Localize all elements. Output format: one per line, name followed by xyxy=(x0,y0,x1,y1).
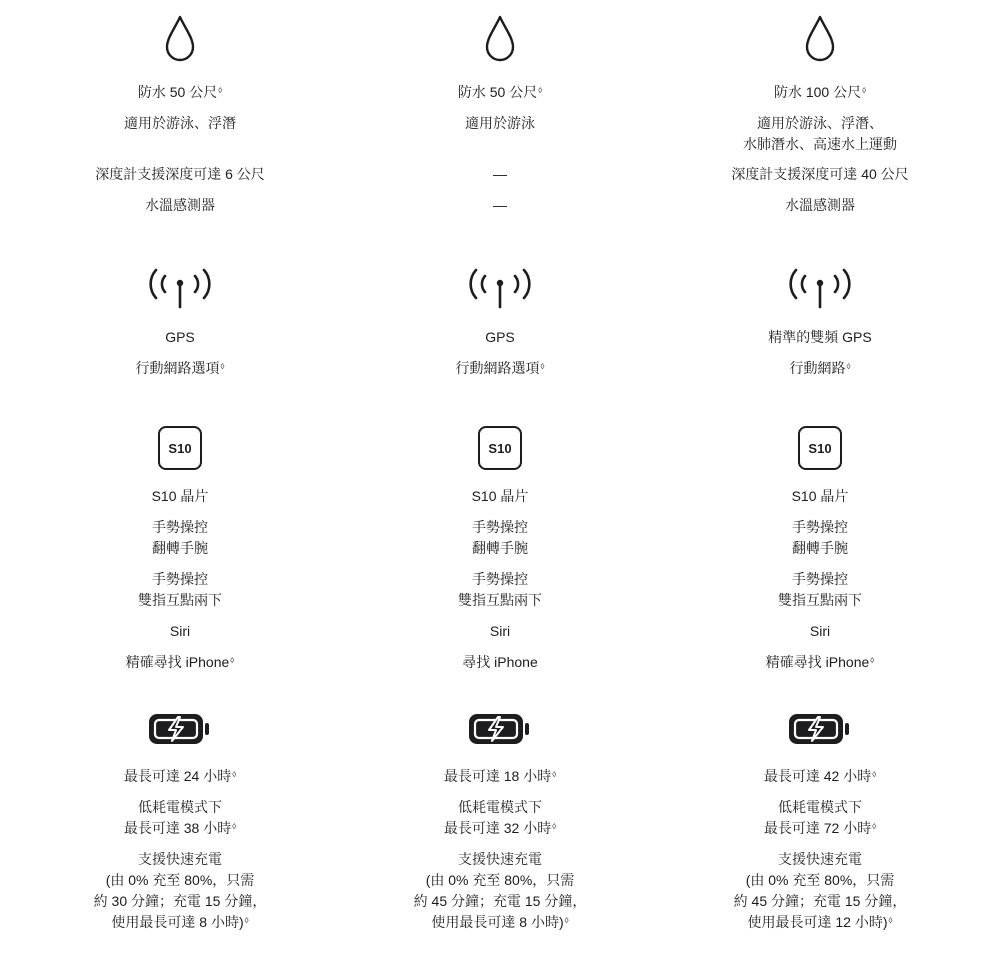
fast-charging: 支援快速充電 (由 0% 充至 80%，只需 約 30 分鐘；充電 15 分鐘， 使用最長可達 8 小時)◊ xyxy=(93,851,267,930)
water-drop-icon xyxy=(484,14,516,64)
siri: Siri xyxy=(169,623,191,639)
fast-charging: 支援快速充電 (由 0% 充至 80%，只需 約 45 分鐘；充電 15 分鐘， 使用最長可達 12 小時)◊ xyxy=(733,851,907,930)
water-resistance: 防水 100 公尺◊ xyxy=(773,84,867,100)
low-power-mode: 低耗電模式下 最長可達 32 小時◊ xyxy=(443,799,557,836)
find-iphone: 精確尋找 iPhone◊ xyxy=(125,654,235,670)
chip-name: S10 晶片 xyxy=(791,488,849,504)
cellular: 行動網路◊ xyxy=(789,360,851,376)
siri: Siri xyxy=(489,623,511,639)
water-drop-icon xyxy=(164,14,196,64)
water-use: 適用於游泳 xyxy=(465,115,535,131)
gesture-double-tap: 手勢操控 雙指互點兩下 xyxy=(458,571,542,608)
battery-charging-icon xyxy=(787,711,853,747)
water-temp-sensor: 水溫感測器 xyxy=(145,197,215,213)
footnote-mark: ◊ xyxy=(862,86,867,95)
cellular: 行動網路選項◊ xyxy=(135,360,225,376)
depth-gauge: 深度計支援深度可達 6 公尺 xyxy=(95,166,265,182)
battery-life: 最長可達 24 小時◊ xyxy=(123,768,237,784)
water-resistance: 防水 50 公尺◊ xyxy=(137,84,223,100)
footnote-mark: ◊ xyxy=(846,362,851,371)
water-drop-icon xyxy=(804,14,836,64)
model-column-1 xyxy=(0,0,360,933)
footnote-mark: ◊ xyxy=(552,822,557,831)
footnote-mark: ◊ xyxy=(564,916,569,925)
chip-name: S10 晶片 xyxy=(471,488,529,504)
gesture-wrist-flick: 手勢操控 翻轉手腕 xyxy=(472,519,528,556)
depth-gauge: 深度計支援深度可達 40 公尺 xyxy=(731,166,909,182)
battery-life: 最長可達 42 小時◊ xyxy=(763,768,877,784)
chip-icon: S10 xyxy=(798,426,842,470)
cellular-antenna-icon xyxy=(145,260,215,310)
water-resistance: 防水 50 公尺◊ xyxy=(457,84,543,100)
footnote-mark: ◊ xyxy=(538,86,543,95)
footnote-mark: ◊ xyxy=(232,822,237,831)
footnote-mark: ◊ xyxy=(232,770,237,779)
gesture-wrist-flick: 手勢操控 翻轉手腕 xyxy=(152,519,208,556)
footnote-mark: ◊ xyxy=(552,770,557,779)
gps: GPS xyxy=(485,329,515,345)
footnote-mark: ◊ xyxy=(540,362,545,371)
water-temp-sensor: — xyxy=(493,197,507,213)
low-power-mode: 低耗電模式下 最長可達 72 小時◊ xyxy=(763,799,877,836)
footnote-mark: ◊ xyxy=(870,656,875,665)
gesture-double-tap: 手勢操控 雙指互點兩下 xyxy=(778,571,862,608)
footnote-mark: ◊ xyxy=(230,656,235,665)
chip-name: S10 晶片 xyxy=(151,488,209,504)
water-temp-sensor: 水溫感測器 xyxy=(785,197,855,213)
cellular-antenna-icon xyxy=(465,260,535,310)
model-column-2 xyxy=(360,0,640,933)
siri: Siri xyxy=(809,623,831,639)
footnote-mark: ◊ xyxy=(218,86,223,95)
footnote-mark: ◊ xyxy=(872,822,877,831)
footnote-mark: ◊ xyxy=(220,362,225,371)
footnote-mark: ◊ xyxy=(872,770,877,779)
battery-charging-icon xyxy=(467,711,533,747)
find-iphone: 尋找 iPhone xyxy=(462,654,538,670)
chip-icon: S10 xyxy=(158,426,202,470)
footnote-mark: ◊ xyxy=(888,916,893,925)
gesture-double-tap: 手勢操控 雙指互點兩下 xyxy=(138,571,222,608)
cellular-antenna-icon xyxy=(785,260,855,310)
battery-life: 最長可達 18 小時◊ xyxy=(443,768,557,784)
gps: 精準的雙頻 GPS xyxy=(768,329,872,345)
battery-charging-icon xyxy=(147,711,213,747)
model-column-3 xyxy=(640,0,1000,933)
gps: GPS xyxy=(165,329,195,345)
gesture-wrist-flick: 手勢操控 翻轉手腕 xyxy=(792,519,848,556)
chip-icon: S10 xyxy=(478,426,522,470)
find-iphone: 精確尋找 iPhone◊ xyxy=(765,654,875,670)
water-use: 適用於游泳、浮潛 xyxy=(124,115,236,131)
water-use: 適用於游泳、浮潛、 水肺潛水、高速水上運動 xyxy=(743,115,897,152)
low-power-mode: 低耗電模式下 最長可達 38 小時◊ xyxy=(123,799,237,836)
depth-gauge: — xyxy=(493,166,507,182)
footnote-mark: ◊ xyxy=(244,916,249,925)
fast-charging: 支援快速充電 (由 0% 充至 80%，只需 約 45 分鐘；充電 15 分鐘， 使用最長可達 8 小時)◊ xyxy=(413,851,587,930)
cellular: 行動網路選項◊ xyxy=(455,360,545,376)
